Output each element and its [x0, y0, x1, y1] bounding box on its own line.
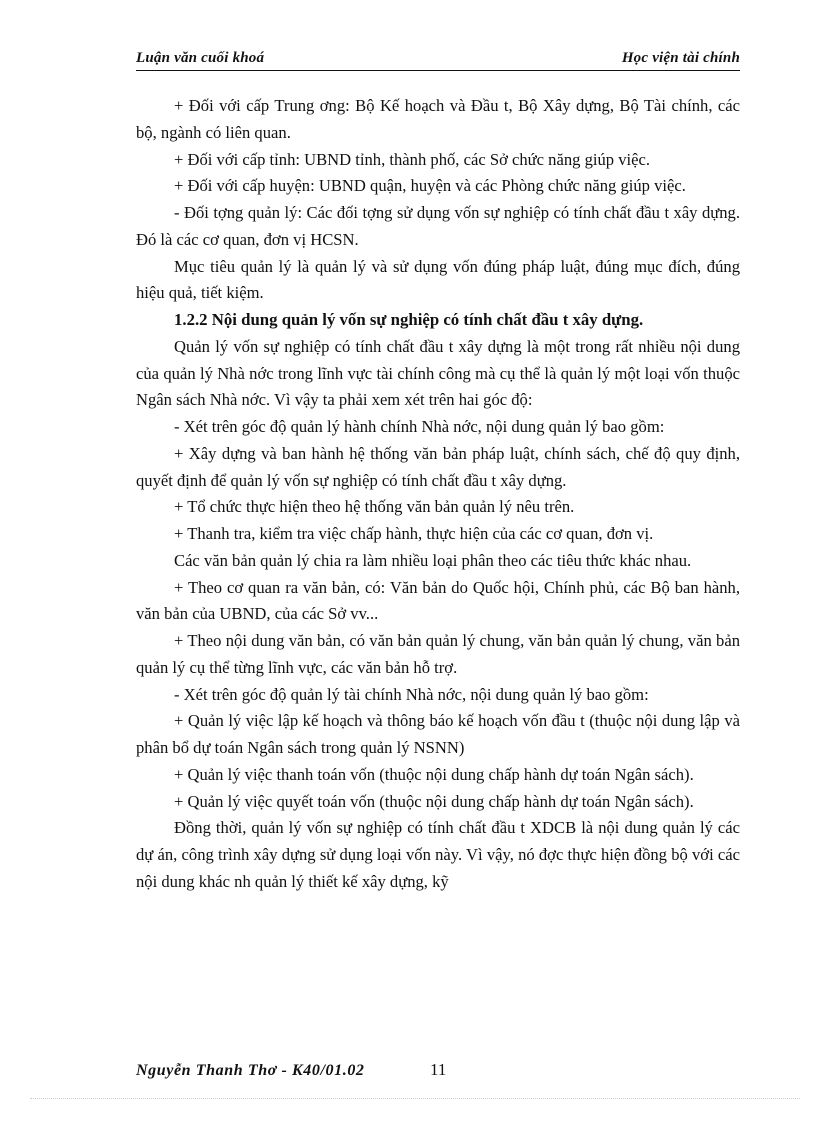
paragraph: + Đối với cấp huyện: UBND quận, huyện và các Phòng chức năng giúp việc.: [174, 176, 686, 196]
paragraph: Quản lý vốn sự nghiệp có tính chất đầu t xây dựng là một trong rất nhiều nội dung của quản lý Nhà nớc trong lĩnh vực tài chính công mà cụ thể là quản lý một loại vốn thuộc Ngân sách Nhà nớc. Vì vậy ta phải xem xét trên hai góc độ:: [136, 336, 740, 410]
paragraph: - Đối tợng quản lý: Các đối tợng sử dụng vốn sự nghiệp có tính chất đầu t xây dựng. Đó là các cơ quan, đơn vị HCSN.: [136, 203, 740, 249]
page-bottom-border: [30, 1098, 800, 1099]
page-footer: [136, 1060, 740, 1086]
paragraph: + Quản lý việc lập kế hoạch và thông báo kế hoạch vốn đầu t (thuộc nội dung lập và phân bổ dự toán Ngân sách trong quản lý NSNN): [136, 711, 740, 757]
page-number: 11: [430, 1060, 447, 1079]
paragraph: - Xét trên góc độ quản lý tài chính Nhà nớc, nội dung quản lý bao gồm:: [174, 684, 649, 704]
paragraph: + Thanh tra, kiểm tra việc chấp hành, thực hiện của các cơ quan, đơn vị.: [174, 524, 654, 543]
paragraph: - Xét trên góc độ quản lý hành chính Nhà nớc, nội dung quản lý bao gồm:: [174, 417, 665, 436]
header-thesis-title: Luận văn cuối khoá: [136, 50, 265, 66]
body-text: [136, 93, 740, 896]
paragraph: Mục tiêu quản lý là quản lý và sử dụng vốn đúng pháp luật, đúng mục đích, đúng hiệu quả, tiết kiệm.: [136, 256, 740, 303]
paragraph: + Quản lý việc quyết toán vốn (thuộc nội dung chấp hành dự toán Ngân sách).: [174, 791, 694, 811]
paragraph: + Quản lý việc thanh toán vốn (thuộc nội dung chấp hành dự toán Ngân sách).: [174, 764, 694, 784]
paragraph: + Tổ chức thực hiện theo hệ thống văn bản quản lý nêu trên.: [174, 497, 575, 517]
paragraph: Các văn bản quản lý chia ra làm nhiều loại phân theo các tiêu thức khác nhau.: [174, 550, 692, 570]
paragraph: + Đối với cấp Trung ơng: Bộ Kế hoạch và Đầu t, Bộ Xây dựng, Bộ Tài chính, các bộ, ngành có liên quan.: [136, 96, 740, 142]
paragraph: Đồng thời, quản lý vốn sự nghiệp có tính chất đầu t XDCB là nội dung quản lý các dự án, công trình xây dựng sử dụng loại vốn này. Vì vậy, nó đợc thực hiện đồng bộ với các nội dung khác nh quản lý thiết kế xây dựng, kỹ: [136, 818, 740, 891]
paragraph: + Đối với cấp tỉnh: UBND tỉnh, thành phố, các Sở chức năng giúp việc.: [174, 149, 651, 169]
section-heading: 1.2.2 Nội dung quản lý vốn sự nghiệp có tính chất đầu t xây dựng.: [174, 310, 644, 329]
footer-author: Nguyễn Thanh Thơ - K40/01.02: [136, 1062, 365, 1079]
paragraph: + Theo nội dung văn bản, có văn bản quản lý chung, văn bản quản lý chung, văn bản quản lý cụ thể từng lĩnh vực, các văn bản hỗ trợ.: [136, 631, 740, 677]
header-institution: Học viện tài chính: [621, 50, 740, 66]
page-header: [136, 48, 740, 71]
paragraph: + Theo cơ quan ra văn bản, có: Văn bản do Quốc hội, Chính phủ, các Bộ ban hành, văn bản của UBND, của các Sở vv...: [136, 577, 740, 624]
paragraph: + Xây dựng và ban hành hệ thống văn bản pháp luật, chính sách, chế độ quy định, quyết định để quản lý vốn sự nghiệp có tính chất đầu t xây dựng.: [136, 443, 740, 490]
